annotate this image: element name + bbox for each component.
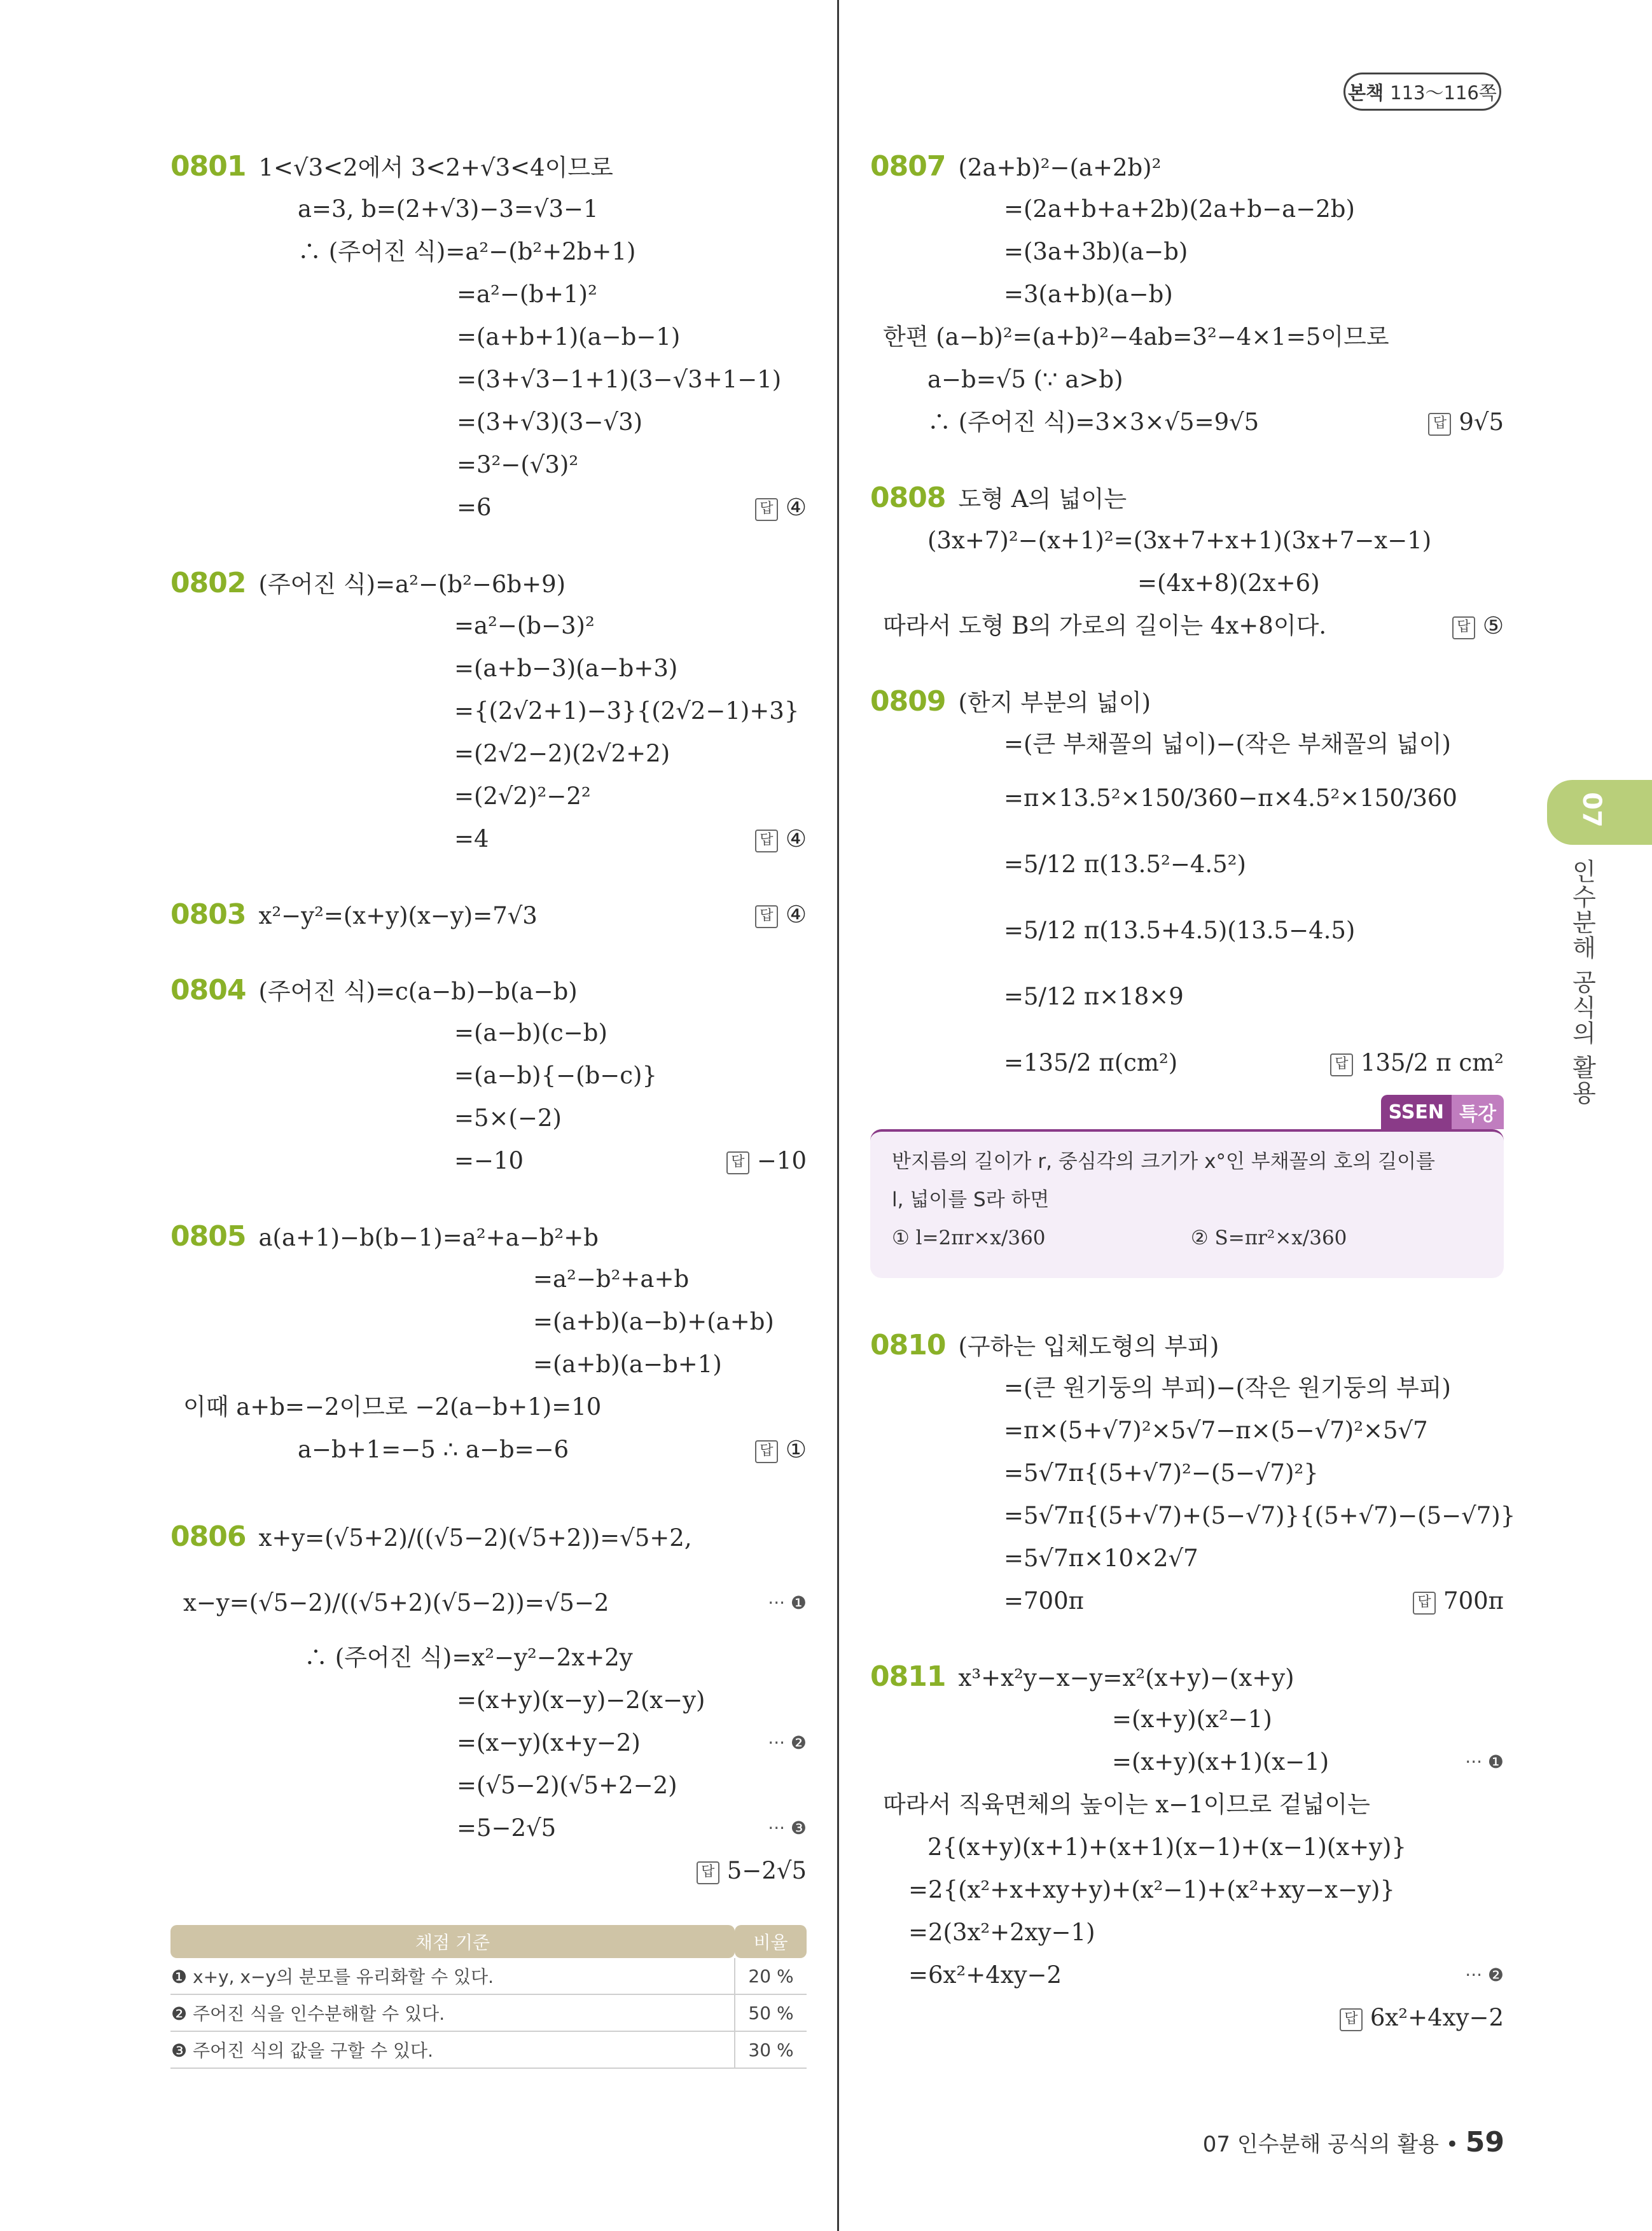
page-range: 113〜116쪽 — [1390, 81, 1497, 104]
step-marker: ··· ❷ — [1465, 1964, 1504, 1985]
problem-number: 0805 — [170, 1220, 246, 1253]
solution-line — [870, 831, 1504, 898]
answer-value: 9√5 — [1459, 408, 1504, 436]
solution-line — [170, 732, 807, 775]
answer-value: 5−2√5 — [726, 1857, 807, 1884]
solution-text: =(a+b+1)(a−b−1) — [457, 323, 681, 351]
problem-0809 — [870, 680, 1504, 1096]
solution-line — [170, 401, 807, 443]
answer — [1340, 1996, 1504, 2039]
solution-line — [170, 1636, 807, 1679]
answer-mark-icon: 답 — [755, 498, 778, 521]
grading-criterion: ❷ 주어진 식을 인수분해할 수 있다. — [170, 1994, 735, 2031]
solution-line — [170, 969, 807, 1011]
problem-0802 — [170, 562, 807, 860]
solution-text: a−b+1=−5 ∴ a−b=−6 — [298, 1436, 569, 1463]
tip-tag — [1381, 1095, 1504, 1129]
solution-text: =π×(5+√7)²×5√7−π×(5−√7)²×5√7 — [1004, 1417, 1428, 1444]
solution-text: =(a+b)(a−b+1) — [533, 1351, 722, 1378]
tip-tag-ssen: SSEN — [1381, 1095, 1452, 1129]
solution-text: x³+x²y−x−y=x²(x+y)−(x+y) — [958, 1664, 1295, 1692]
solution-line — [170, 1300, 807, 1343]
solution-text: =a²−(b−3)² — [454, 612, 595, 639]
solution-text: (주어진 식)=a²−(b²−6b+9) — [258, 571, 566, 598]
grading-row — [170, 1958, 807, 1994]
problem-0805 — [170, 1215, 807, 1471]
solution-line — [870, 1868, 1504, 1911]
solution-line — [170, 562, 807, 604]
answer-mark-icon: 답 — [755, 905, 778, 928]
answer-value: 135/2 π cm² — [1360, 1049, 1504, 1076]
solution-line — [170, 230, 807, 273]
solution-line — [870, 401, 1504, 443]
solution-line — [870, 964, 1504, 1030]
answer-mark-icon: 답 — [1428, 413, 1451, 436]
step-marker: ··· ❶ — [1465, 1751, 1504, 1772]
solution-text: =(2√2)²−2² — [454, 782, 591, 810]
solution-line — [870, 1580, 1504, 1622]
solution-text: =(x−y)(x+y−2) — [457, 1729, 641, 1756]
solution-text: =2(3x²+2xy−1) — [908, 1919, 1095, 1946]
solution-line — [170, 188, 807, 230]
grading-criterion: ❶ x+y, x−y의 분모를 유리화할 수 있다. — [170, 1958, 735, 1994]
problem-number: 0803 — [170, 898, 246, 931]
solution-line — [170, 1504, 807, 1570]
solution-line — [870, 1783, 1504, 1826]
solution-text: ∴ (주어진 식)=x²−y²−2x+2y — [304, 1644, 633, 1671]
answer-value: ④ — [785, 901, 807, 928]
solution-text: x+y=(√5+2)/((√5−2)(√5+2))=√5+2, — [258, 1524, 692, 1552]
column-divider — [837, 0, 839, 2231]
solution-text: =a²−b²+a+b — [533, 1265, 690, 1293]
problem-0804 — [170, 969, 807, 1182]
answer-mark-icon: 답 — [755, 830, 778, 852]
step-marker: ··· ❶ — [768, 1592, 807, 1613]
solution-text: =3²−(√3)² — [457, 451, 579, 478]
solution-line — [870, 723, 1504, 765]
solution-line — [170, 1849, 807, 1892]
grading-table — [170, 1925, 807, 2069]
answer — [755, 893, 807, 936]
grading-row — [170, 1994, 807, 2031]
problem-0803 — [170, 893, 807, 936]
answer — [1428, 401, 1504, 443]
solution-text: 이때 a+b=−2이므로 −2(a−b+1)=10 — [183, 1393, 602, 1421]
grading-header-criteria: 채점 기준 — [170, 1925, 735, 1958]
answer-value: 700π — [1443, 1587, 1504, 1615]
solution-text: =(2√2−2)(2√2+2) — [454, 740, 670, 767]
left-problem-list — [170, 145, 807, 1892]
solution-text: ∴ (주어진 식)=a²−(b²+2b+1) — [298, 238, 636, 265]
ssen-tip-box — [870, 1101, 1504, 1278]
solution-text: 따라서 도형 B의 가로의 길이는 4x+8이다. — [883, 612, 1327, 639]
solution-line — [170, 1721, 807, 1764]
answer-mark-icon: 답 — [1330, 1053, 1353, 1076]
solution-line — [870, 765, 1504, 831]
solution-line — [170, 486, 807, 529]
answer-mark-icon: 답 — [755, 1440, 778, 1463]
tip-formula-area: ② S=πr²×x/360 — [1190, 1227, 1347, 1249]
solution-text: ∴ (주어진 식)=3×3×√5=9√5 — [927, 408, 1260, 436]
tip-tag-lecture: 특강 — [1452, 1095, 1504, 1129]
solution-line — [170, 1764, 807, 1807]
answer — [1330, 1030, 1504, 1096]
solution-line — [870, 1698, 1504, 1741]
grading-ratio: 20 % — [735, 1958, 807, 1994]
textbook-page-reference — [1343, 73, 1501, 111]
problem-number: 0806 — [170, 1520, 246, 1553]
footer-chapter-title: 07 인수분해 공식의 활용 — [1202, 2132, 1440, 2157]
page-footer — [1203, 2126, 1504, 2158]
solution-line — [170, 1258, 807, 1300]
grading-row — [170, 2031, 807, 2068]
answer — [755, 486, 807, 529]
right-problem-list-a — [870, 145, 1504, 1096]
solution-text: x−y=(√5−2)/((√5+2)(√5−2))=√5−2 — [183, 1589, 609, 1616]
answer — [1452, 604, 1504, 647]
solution-text: =2{(x²+x+xy+y)+(x²−1)+(x²+xy−x−y)} — [908, 1876, 1395, 1903]
solution-line — [870, 230, 1504, 273]
solution-text: (2a+b)²−(a+2b)² — [958, 154, 1162, 181]
solution-text: 2{(x+y)(x+1)+(x+1)(x−1)+(x−1)(x+y)} — [927, 1833, 1407, 1861]
solution-text: =5×(−2) — [454, 1104, 562, 1132]
problem-0807 — [870, 145, 1504, 443]
solution-text: 도형 A의 넓이는 — [958, 485, 1127, 513]
step-marker: ··· ❷ — [768, 1732, 807, 1753]
problem-0806 — [170, 1504, 807, 1892]
solution-line — [870, 1366, 1504, 1409]
answer — [697, 1849, 807, 1892]
solution-line — [870, 316, 1504, 358]
solution-line — [870, 1826, 1504, 1868]
solution-text: =(3+√3−1+1)(3−√3+1−1) — [457, 366, 782, 393]
book-label: 본책 — [1348, 81, 1384, 104]
solution-text: =π×13.5²×150/360−π×4.5²×150/360 — [1004, 784, 1457, 812]
solution-text: =6x²+4xy−2 — [908, 1961, 1062, 1989]
solution-text: =(큰 원기둥의 부피)−(작은 원기둥의 부피) — [1004, 1374, 1451, 1401]
solution-line — [870, 145, 1504, 188]
solution-line — [170, 1054, 807, 1097]
solution-line — [170, 1570, 807, 1636]
answer-mark-icon: 답 — [1452, 616, 1475, 639]
solution-line — [870, 1452, 1504, 1494]
answer-value: ⑤ — [1482, 612, 1504, 639]
solution-line — [170, 1139, 807, 1182]
answer-value: −10 — [756, 1147, 807, 1174]
solution-text: =6 — [457, 494, 492, 521]
solution-text: =(3a+3b)(a−b) — [1004, 238, 1188, 265]
tip-line-1: 반지름의 길이가 r, 중심각의 크기가 x°인 부채꼴의 호의 길이를 — [892, 1150, 1435, 1173]
solution-line — [870, 1954, 1504, 1996]
answer-mark-icon: 답 — [1340, 2008, 1363, 2031]
solution-line — [870, 1537, 1504, 1580]
grading-ratio: 30 % — [735, 2031, 807, 2068]
grading-ratio: 50 % — [735, 1994, 807, 2031]
solution-line — [870, 519, 1504, 562]
footer-separator: • — [1445, 2132, 1459, 2157]
answer-mark-icon: 답 — [726, 1151, 749, 1174]
solution-line — [870, 1409, 1504, 1452]
problem-0810 — [870, 1324, 1516, 1622]
solution-line — [870, 1996, 1504, 2039]
solution-text: =5√7π{(5+√7)²−(5−√7)²} — [1004, 1459, 1319, 1487]
solution-text: 한편 (a−b)²=(a+b)²−4ab=3²−4×1=5이므로 — [883, 323, 1389, 351]
solution-text: =3(a+b)(a−b) — [1004, 281, 1173, 308]
solution-text: (한지 부분의 넓이) — [958, 689, 1151, 716]
solution-line — [870, 604, 1504, 647]
solution-text: =135/2 π(cm²) — [1004, 1049, 1178, 1076]
grading-criterion: ❸ 주어진 식의 값을 구할 수 있다. — [170, 2031, 735, 2068]
solution-line — [870, 476, 1504, 519]
solution-line — [870, 273, 1504, 316]
solution-text: =5/12 π×18×9 — [1004, 983, 1184, 1010]
solution-text: 1<√3<2에서 3<2+√3<4이므로 — [258, 154, 613, 181]
answer-value: ④ — [785, 825, 807, 852]
right-column — [870, 145, 1516, 2072]
solution-line — [870, 188, 1504, 230]
solution-line — [170, 443, 807, 486]
solution-text: x²−y²=(x+y)(x−y)=7√3 — [258, 902, 538, 929]
solution-text: =(x+y)(x−y)−2(x−y) — [457, 1686, 705, 1714]
solution-text: =(3+√3)(3−√3) — [457, 408, 643, 436]
solution-line — [870, 1911, 1504, 1954]
answer-value: 6x²+4xy−2 — [1370, 2004, 1504, 2031]
solution-text: =(a+b)(a−b)+(a+b) — [533, 1308, 774, 1335]
solution-text: =5√7π×10×2√7 — [1004, 1545, 1198, 1572]
problem-number: 0809 — [870, 685, 946, 718]
right-problem-list-b — [870, 1324, 1516, 2039]
solution-text: (주어진 식)=c(a−b)−b(a−b) — [258, 978, 578, 1005]
solution-line — [170, 358, 807, 401]
solution-line — [170, 817, 807, 860]
step-marker: ··· ❸ — [768, 1817, 807, 1838]
solution-line — [170, 1343, 807, 1386]
answer-value: ④ — [785, 494, 807, 521]
left-column — [170, 145, 807, 2069]
solution-line — [870, 358, 1504, 401]
solution-text: a−b=√5 (∵ a>b) — [927, 366, 1123, 393]
solution-line — [170, 273, 807, 316]
solution-line — [170, 1807, 807, 1849]
solution-line — [170, 775, 807, 817]
solution-line — [870, 1324, 1504, 1366]
problem-0811 — [870, 1655, 1504, 2039]
solution-text: =(2a+b+a+2b)(2a+b−a−2b) — [1004, 195, 1355, 223]
problem-number: 0810 — [870, 1329, 946, 1361]
solution-text: =(√5−2)(√5+2−2) — [457, 1772, 677, 1799]
solution-line — [170, 316, 807, 358]
solution-text: =a²−(b+1)² — [457, 281, 597, 308]
solution-line — [170, 1428, 807, 1471]
solution-text: =(x+y)(x²−1) — [1112, 1706, 1272, 1733]
solution-text: =5/12 π(13.5²−4.5²) — [1004, 851, 1246, 878]
answer-mark-icon: 답 — [697, 1861, 719, 1884]
solution-line — [170, 145, 807, 188]
solution-text: =4 — [454, 825, 489, 852]
solution-text: (구하는 입체도형의 부피) — [958, 1333, 1219, 1360]
solution-line — [870, 1030, 1504, 1096]
problem-number: 0801 — [170, 150, 246, 183]
solution-line — [870, 1741, 1504, 1783]
answer-mark-icon: 답 — [1413, 1592, 1436, 1615]
problem-0801 — [170, 145, 807, 529]
problem-number: 0808 — [870, 482, 946, 514]
solution-line — [870, 680, 1504, 723]
solution-line — [170, 1386, 807, 1428]
tip-formula-arc: ① l=2πr×x/360 — [892, 1227, 1046, 1249]
solution-text: =5/12 π(13.5+4.5)(13.5−4.5) — [1004, 917, 1356, 944]
problem-number: 0811 — [870, 1660, 946, 1693]
solution-text: =(x+y)(x+1)(x−1) — [1112, 1748, 1329, 1776]
solution-line — [170, 1011, 807, 1054]
solution-line — [170, 647, 807, 690]
solution-text: ={(2√2+1)−3}{(2√2−1)+3} — [454, 697, 800, 725]
solution-line — [870, 1655, 1504, 1698]
answer — [1413, 1580, 1504, 1622]
solution-text: =(a−b){−(b−c)} — [454, 1062, 657, 1089]
answer — [726, 1139, 807, 1182]
problem-number: 0804 — [170, 974, 246, 1006]
solution-line — [170, 893, 807, 936]
solution-text: =(a+b−3)(a−b+3) — [454, 655, 678, 682]
tip-line-2: l, 넓이를 S라 하면 — [892, 1188, 1050, 1211]
answer — [755, 1428, 807, 1471]
solution-text: =5√7π{(5+√7)+(5−√7)}{(5+√7)−(5−√7)} — [1004, 1502, 1516, 1529]
problem-0808 — [870, 476, 1504, 647]
answer — [755, 817, 807, 860]
chapter-tab — [1547, 780, 1652, 845]
solution-text: (3x+7)²−(x+1)²=(3x+7+x+1)(3x+7−x−1) — [927, 527, 1432, 554]
chapter-side-title: 인수분해 공식의 활용 — [1568, 859, 1596, 1106]
solution-text: =5−2√5 — [457, 1814, 557, 1842]
solution-line — [170, 1215, 807, 1258]
solution-line — [170, 1097, 807, 1139]
solution-line — [170, 1679, 807, 1721]
problem-number: 0807 — [870, 150, 946, 183]
solution-text: =(4x+8)(2x+6) — [1137, 569, 1320, 597]
chapter-tab-number: 07 — [1576, 792, 1606, 828]
solution-line — [870, 898, 1504, 964]
problem-number: 0802 — [170, 567, 246, 599]
solution-text: 따라서 직육면체의 높이는 x−1이므로 겉넓이는 — [883, 1791, 1370, 1818]
solution-line — [170, 690, 807, 732]
answer-value: ① — [785, 1436, 807, 1463]
grading-header-ratio: 비율 — [735, 1925, 807, 1958]
solution-line — [170, 604, 807, 647]
solution-line — [870, 1494, 1516, 1537]
solution-text: =(큰 부채꼴의 넓이)−(작은 부채꼴의 넓이) — [1004, 730, 1451, 758]
solution-text: =(a−b)(c−b) — [454, 1019, 607, 1046]
solution-text: a(a+1)−b(b−1)=a²+a−b²+b — [258, 1224, 599, 1251]
solution-text: =−10 — [454, 1147, 524, 1174]
solution-text: =700π — [1004, 1587, 1084, 1615]
solution-text: a=3, b=(2+√3)−3=√3−1 — [298, 195, 599, 223]
page-number: 59 — [1465, 2126, 1504, 2158]
solution-line — [870, 562, 1504, 604]
